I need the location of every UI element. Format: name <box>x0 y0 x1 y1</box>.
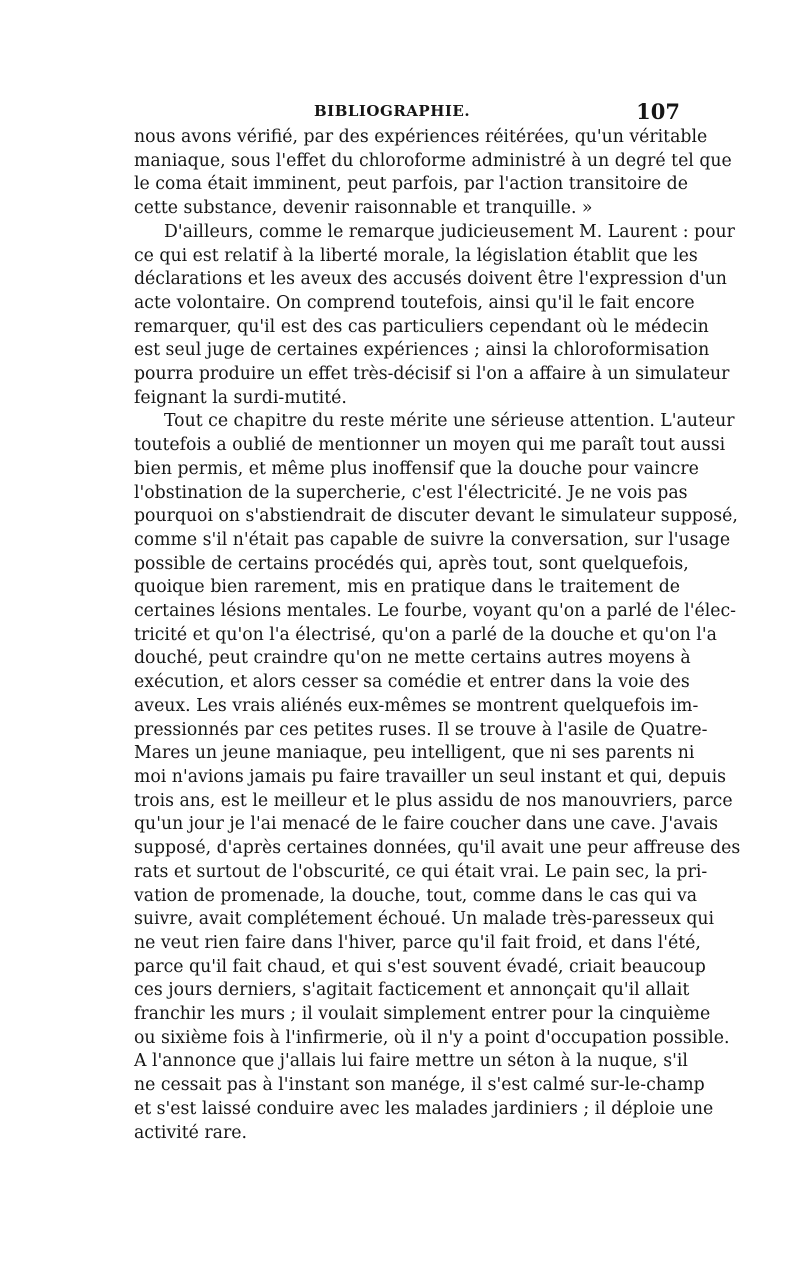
text-line: qu'un jour je l'ai menacé de le faire coucher dans une cave. J'avais <box>134 814 718 835</box>
paragraph <box>134 221 735 411</box>
text-line: déclarations et les aveux des accusés doivent être l'expression d'un <box>134 269 727 290</box>
text-line: Mares un jeune maniaque, peu intelligent, que ni ses parents ni <box>134 743 695 764</box>
text-line: ou sixième fois à l'infirmerie, où il n'y a point d'occupation possible. <box>134 1027 730 1048</box>
text-line: pourra produire un effet très-décisif si l'on a affaire à un simulateur <box>134 364 730 385</box>
text-line: possible de certains procédés qui, après tout, sont quelquefois, <box>134 553 689 574</box>
text-line: activité rare. <box>134 1122 247 1143</box>
text-line: est seul juge de certaines expériences ; ainsi la chloroformisation <box>134 340 710 361</box>
text-line: ce qui est relatif à la liberté morale, la législation établit que les <box>134 245 698 266</box>
paragraph <box>134 410 741 1145</box>
page-header <box>134 99 680 126</box>
text-line: suivre, avait complétement échoué. Un malade très-paresseux qui <box>134 909 715 930</box>
text-line: moi n'avions jamais pu faire travailler un seul instant et qui, depuis <box>134 766 727 787</box>
text-line: toutefois a oublié de mentionner un moyen qui me paraît tout aussi <box>134 435 726 456</box>
text-line: remarquer, qu'il est des cas particuliers cependant où le médecin <box>134 316 709 337</box>
text-line: l'obstination de la supercherie, c'est l'électricité. Je ne vois pas <box>134 482 688 503</box>
text-line: douché, peut craindre qu'on ne mette certains autres moyens à <box>134 648 691 669</box>
text-line: comme s'il n'était pas capable de suivre la conversation, sur l'usage <box>134 529 731 550</box>
text-line: quoique bien rarement, mis en pratique dans le traitement de <box>134 577 680 598</box>
text-line: et s'est laissé conduire avec les malades jardiniers ; il déploie une <box>134 1098 714 1119</box>
text-line: pressionnés par ces petites ruses. Il se trouve à l'asile de Quatre- <box>134 719 708 740</box>
running-head: BIBLIOGRAPHIE. <box>314 102 471 120</box>
text-line: ces jours derniers, s'agitait facticement et annonçait qu'il allait <box>134 980 690 1001</box>
body-text <box>134 126 741 1145</box>
text-line: aveux. Les vrais aliénés eux-mêmes se montrent quelquefois im- <box>134 695 699 716</box>
text-line: le coma était imminent, peut parfois, par l'action transitoire de <box>134 174 688 195</box>
page-number: 107 <box>636 99 680 124</box>
text-line: franchir les murs ; il voulait simplement entrer pour la cinquième <box>134 1004 711 1025</box>
text-line: cette substance, devenir raisonnable et tranquille. » <box>134 198 593 219</box>
text-line: rats et surtout de l'obscurité, ce qui était vrai. Le pain sec, la pri- <box>134 861 708 882</box>
text-line: maniaque, sous l'effet du chloroforme administré à un degré tel que <box>134 150 732 171</box>
text-line: D'ailleurs, comme le remarque judicieusement M. Laurent : pour <box>164 221 735 242</box>
text-line: parce qu'il fait chaud, et qui s'est souvent évadé, criait beaucoup <box>134 956 706 977</box>
text-line: trois ans, est le meilleur et le plus assidu de nos manouvriers, parce <box>134 790 733 811</box>
text-line: bien permis, et même plus inoffensif que la douche pour vaincre <box>134 458 699 479</box>
text-line: nous avons vérifié, par des expériences réitérées, qu'un véritable <box>134 127 708 147</box>
text-line: A l'annonce que j'allais lui faire mettre un séton à la nuque, s'il <box>134 1051 688 1072</box>
text-line: supposé, d'après certaines données, qu'il avait une peur affreuse des <box>134 838 741 859</box>
text-line: feignant la surdi-mutité. <box>134 387 347 408</box>
text-line: ne cessait pas à l'instant son manége, il s'est calmé sur-le-champ <box>134 1075 705 1096</box>
text-line: ne veut rien faire dans l'hiver, parce qu'il fait froid, et dans l'été, <box>134 932 701 953</box>
text-line: tricité et qu'on l'a électrisé, qu'on a parlé de la douche et qu'on l'a <box>134 624 717 645</box>
paragraph <box>134 126 732 221</box>
text-line: acte volontaire. On comprend toutefois, ainsi qu'il le fait encore <box>134 292 695 313</box>
text-line: certaines lésions mentales. Le fourbe, voyant qu'on a parlé de l'élec- <box>134 601 736 622</box>
text-line: vation de promenade, la douche, tout, comme dans le cas qui va <box>134 885 698 906</box>
text-line: Tout ce chapitre du reste mérite une sérieuse attention. L'auteur <box>164 411 735 432</box>
text-line: pourquoi on s'abstiendrait de discuter devant le simulateur supposé, <box>134 506 738 527</box>
text-line: exécution, et alors cesser sa comédie et entrer dans la voie des <box>134 672 690 693</box>
